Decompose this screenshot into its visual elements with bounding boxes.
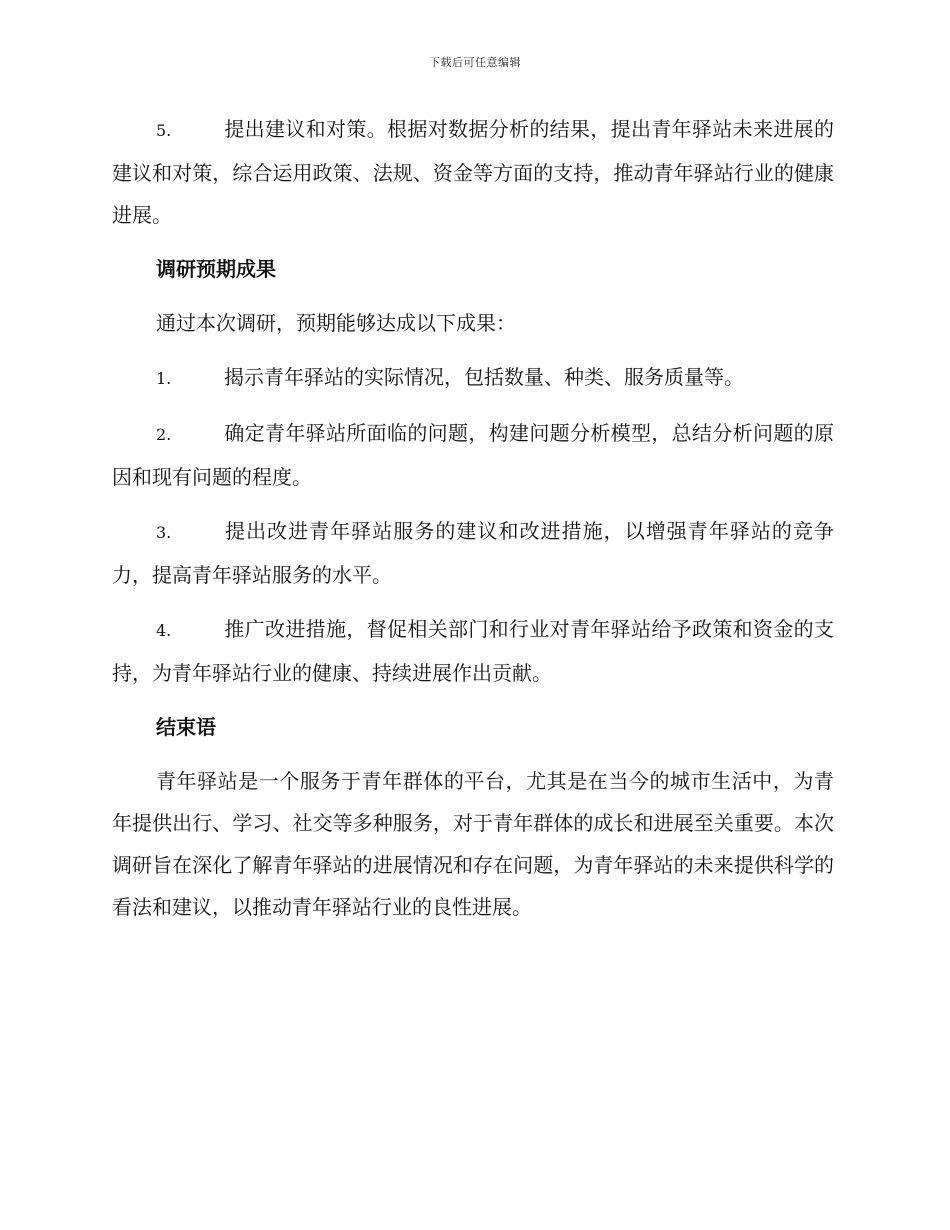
document-body [112, 108, 834, 940]
list-number: 5. [156, 121, 172, 140]
list-text: 推广改进措施，督促相关部门和行业对青年驿站给予政策和资金的支持，为青年驿站行业的健康、持续进展作出贡献。 [112, 617, 834, 685]
list-number: 4. [156, 621, 172, 640]
list-number: 3. [156, 523, 172, 542]
list-text: 揭示青年驿站的实际情况，包括数量、种类、服务质量等。 [224, 365, 744, 389]
list-text: 提出改进青年驿站服务的建议和改进措施，以增强青年驿站的竞争力，提高青年驿站服务的水平。 [112, 519, 834, 587]
list-number: 1. [156, 369, 172, 388]
list-text: 确定青年驿站所面临的问题，构建问题分析模型，总结分析问题的原因和现有问题的程度。 [112, 421, 834, 489]
list-item-2 [112, 412, 834, 498]
page-header: 下载后可任意编辑 [429, 56, 521, 69]
section-heading-conclusion: 结束语 [156, 715, 216, 739]
list-number: 2. [156, 425, 172, 444]
section-heading-expected-results: 调研预期成果 [156, 257, 276, 281]
list-text: 提出建议和对策。根据对数据分析的结果，提出青年驿站未来进展的建议和对策，综合运用政策、法规、资金等方面的支持，推动青年驿站行业的健康进展。 [112, 117, 834, 227]
list-item-3 [112, 510, 834, 596]
list-item-5 [112, 108, 834, 236]
list-item-4 [112, 608, 834, 694]
conclusion-paragraph: 青年驿站是一个服务于青年群体的平台，尤其是在当今的城市生活中，为青年提供出行、学习、社交等多种服务，对于青年群体的成长和进展至关重要。本次调研旨在深化了解青年驿站的进展情况和存在问题，为青年驿站的未来提供科学的看法和建议，以推动青年驿站行业的良性进展。 [112, 769, 834, 919]
list-item-1 [112, 356, 834, 400]
intro-paragraph: 通过本次调研，预期能够达成以下成果： [156, 311, 516, 335]
